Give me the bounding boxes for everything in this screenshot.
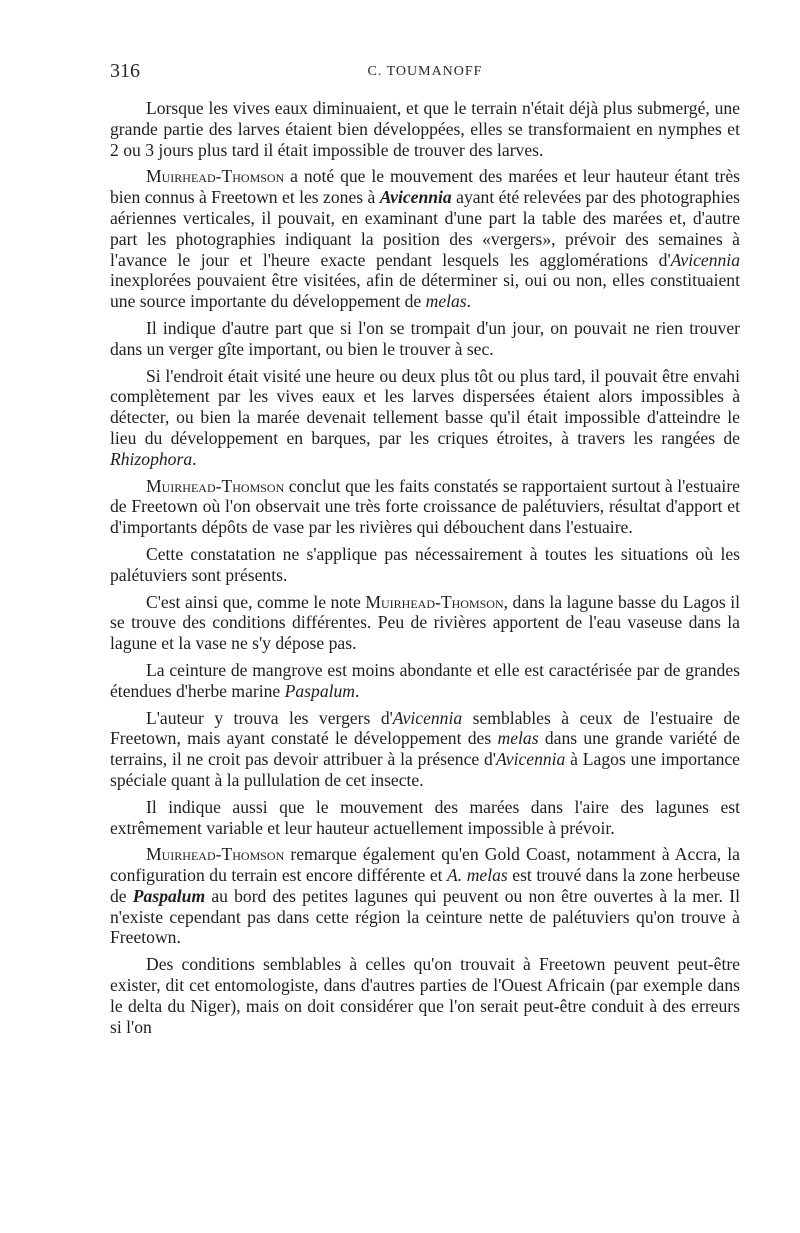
text-run: C'est ainsi que, comme le note [146, 591, 366, 612]
text-run: inexplorées pouvaient être visitées, afin de déterminer si, oui ou non, elles constituaient une source importante du développement de [110, 270, 740, 312]
paragraph [110, 844, 740, 948]
page-header [110, 60, 740, 88]
paragraph [110, 592, 740, 654]
paragraph [110, 318, 740, 360]
text-run: conclut que les faits constatés se rapportaient surtout à l'estuaire de Freetown où l'on observait une très forte croissance de palétuviers, résultat d'apport et d'importants dépôts de vase par les rivières qui débouchent dans l'estuaire. [110, 475, 740, 538]
text-run: Lorsque les vives eaux diminuaient, et que le terrain n'était déjà plus submergé, une grande partie des larves étaient bien développées, elles se transformaient en nymphes et 2 ou 3 jours plus tard il était impossible de trouver des larves. [110, 98, 740, 160]
styled-text: Avicennia [670, 249, 740, 270]
paragraph [110, 797, 740, 839]
paragraph [110, 476, 740, 538]
text-run: semblables à ceux de l'estuaire de Freetown, mais ayant constaté le développement des [110, 707, 740, 749]
text-run: Il indique d'autre part que si l'on se trompait d'un jour, on pouvait ne rien trouver dans un verger gîte important, ou bien le trouver à sec. [110, 317, 740, 359]
paragraph [110, 660, 740, 702]
styled-text: melas [497, 728, 539, 749]
text-run: , dans la lagune basse du Lagos il se trouve des conditions différentes. Peu de rivières apportent de l'eau vaseuse dans la lagune et la vase ne s'y dépose pas. [110, 591, 740, 654]
styled-text: Avicennia [495, 749, 566, 770]
styled-text: Paspalum [284, 680, 356, 701]
styled-text: Muirhead-Thomson [146, 166, 285, 187]
text-run: dans une grande variété de terrains, il ne croit pas devoir attribuer à la présence d' [110, 728, 740, 770]
text-run: Il indique aussi que le mouvement des marées dans l'aire des lagunes est extrêmement variable et leur hauteur actuellement impossible à prévoir. [110, 796, 740, 838]
styled-text: Paspalum [132, 885, 206, 906]
text-run: à Lagos une importance spéciale quant à la pullulation de cet insecte. [110, 749, 740, 790]
text-run: a noté que le mouvement des marées et leur hauteur étant très bien connus à Freetown et les zones à [110, 166, 740, 208]
styled-text: Muirhead-Thomson [146, 844, 285, 865]
running-head: C. TOUMANOFF [367, 64, 483, 79]
text-run: remarque également qu'en Gold Coast, notamment à Accra, la configuration du terrain est encore différente et [110, 844, 740, 886]
text-run: L'auteur y trouva les vergers d' [146, 707, 393, 728]
paragraph [110, 954, 740, 1037]
text-run: . [466, 291, 472, 312]
styled-text: A. melas [447, 865, 508, 886]
text-run: Cette constatation ne s'applique pas nécessairement à toutes les situations où les palétuviers sont présents. [110, 543, 740, 585]
text-run: est trouvé dans la zone herbeuse de [110, 865, 741, 906]
paragraph [110, 708, 740, 791]
body-text [110, 98, 740, 1037]
paragraph [110, 366, 740, 470]
paragraph [110, 544, 740, 586]
page-number: 316 [110, 60, 140, 82]
paragraph [110, 98, 740, 160]
styled-text: Avicennia [379, 187, 452, 208]
styled-text: Avicennia [392, 707, 463, 728]
styled-text: melas [425, 291, 467, 312]
text-run: Si l'endroit était visité une heure ou deux plus tôt ou plus tard, il pouvait être envahi complètement par les vives eaux et les larves dispersées étaient alors impossibles à détecter, ou bien la marée devenait tellement basse qu'il était impossible d'atteindre le lieu du développement en barques, par les criques étroites, à travers les rangées de [110, 365, 740, 448]
styled-text: Rhizophora [110, 448, 193, 469]
styled-text: Muirhead-Thomson [146, 475, 285, 496]
text-run: . [192, 448, 197, 469]
text-run: La ceinture de mangrove est moins abondante et elle est caractérisée par de grandes étendues d'herbe marine [110, 659, 740, 701]
text-run: ayant été relevées par des photographies aériennes verticales, il pouvait, en examinant d'une part la table des marées et, d'autre part les photographies indiquant la position des «vergers», prévoir des semaines à l'avance le jour et l'heure exacte pendant lesquels les agglomérations d' [110, 187, 740, 270]
text-run: au bord des petites lagunes qui peuvent ou non être ouvertes à la mer. Il n'existe cependant pas dans cette région la ceinture nette de palétuviers qu'on trouve à Freetown. [110, 885, 740, 948]
styled-text: Muirhead-Thomson [365, 591, 504, 612]
text-run: Des conditions semblables à celles qu'on trouvait à Freetown peuvent peut-être exister, dit cet entomologiste, dans d'autres parties de l'Ouest Africain (par exemple dans le delta du Niger), mais on doit considérer que l'on serait peut-être conduit à des erreurs si l'on [110, 954, 740, 1037]
page [110, 60, 740, 1043]
text-run: . [355, 680, 360, 701]
paragraph [110, 166, 740, 312]
